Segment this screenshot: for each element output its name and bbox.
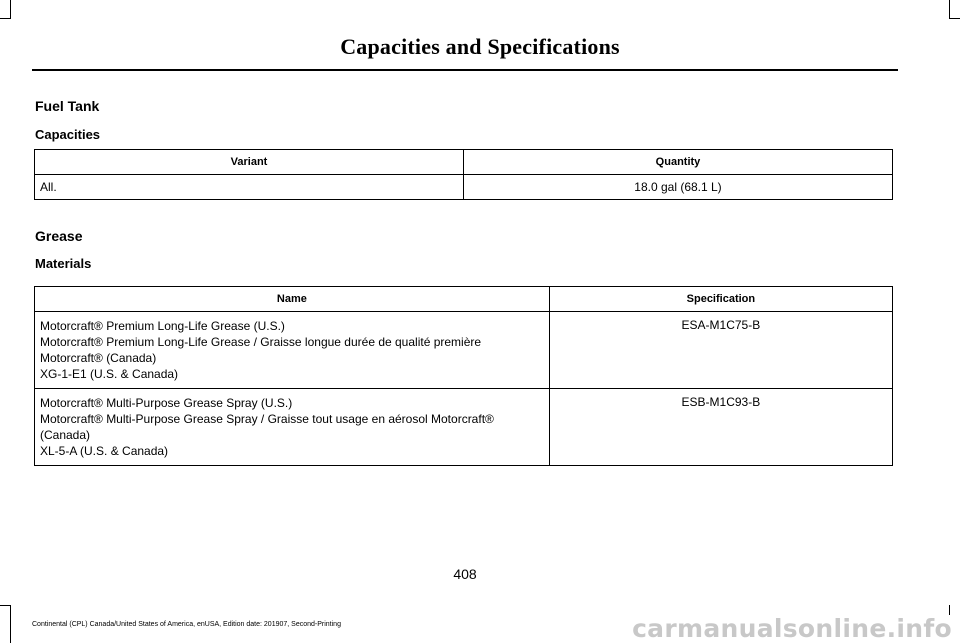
quantity-cell: 18.0 gal (68.1 L): [463, 175, 892, 200]
footer-edition-text: Continental (CPL) Canada/United States of America, enUSA, Edition date: 201907, Second-Printing: [32, 621, 341, 628]
name-line: Motorcraft® Multi-Purpose Grease Spray (U.S.): [40, 396, 293, 410]
specification-cell: ESB-M1C93-B: [549, 389, 892, 466]
name-line: XG-1-E1 (U.S. & Canada): [40, 367, 179, 381]
table-header-row: [35, 287, 893, 312]
fuel-tank-heading: Fuel Tank: [35, 98, 100, 114]
name-line: Motorcraft® Premium Long-Life Grease (U.S.): [40, 319, 285, 333]
watermark-logo: carmanualsonline.info: [632, 614, 952, 643]
crop-mark-bottom-left-v: [10, 605, 11, 643]
column-header-name: Name: [35, 287, 550, 312]
grease-name-cell: [35, 312, 550, 389]
fuel-tank-capacities-table: [34, 149, 893, 200]
name-line: Motorcraft® Premium Long-Life Grease / Graisse longue durée de qualité première: [40, 335, 482, 349]
name-line: Motorcraft® (Canada): [40, 351, 157, 365]
name-line: XL-5-A (U.S. & Canada): [40, 444, 169, 458]
name-line: (Canada): [40, 428, 91, 442]
grease-heading: Grease: [35, 228, 83, 244]
crop-mark-top-right-h: [949, 18, 960, 19]
crop-mark-top-left-v: [10, 0, 11, 18]
table-row: [35, 175, 893, 200]
page-number: 408: [453, 566, 477, 582]
column-header-quantity: Quantity: [463, 150, 892, 175]
fuel-tank-capacities-subheading: Capacities: [35, 127, 101, 142]
grease-materials-table: [34, 286, 893, 466]
page-title: Capacities and Specifications: [340, 34, 620, 59]
crop-mark-bottom-left-h: [0, 605, 11, 606]
table-row: [35, 389, 893, 466]
crop-mark-top-right-v: [949, 0, 950, 18]
specification-cell: ESA-M1C75-B: [549, 312, 892, 389]
column-header-variant: Variant: [35, 150, 464, 175]
column-header-specification: Specification: [549, 287, 892, 312]
table-row: [35, 312, 893, 389]
name-line: Motorcraft® Multi-Purpose Grease Spray / Graisse tout usage en aérosol Motorcraft®: [40, 412, 494, 426]
grease-name-cell: [35, 389, 550, 466]
crop-mark-top-left-h: [0, 18, 11, 19]
grease-materials-subheading: Materials: [35, 256, 92, 271]
variant-cell: All.: [35, 175, 464, 200]
table-header-row: [35, 150, 893, 175]
title-rule: [32, 69, 898, 71]
